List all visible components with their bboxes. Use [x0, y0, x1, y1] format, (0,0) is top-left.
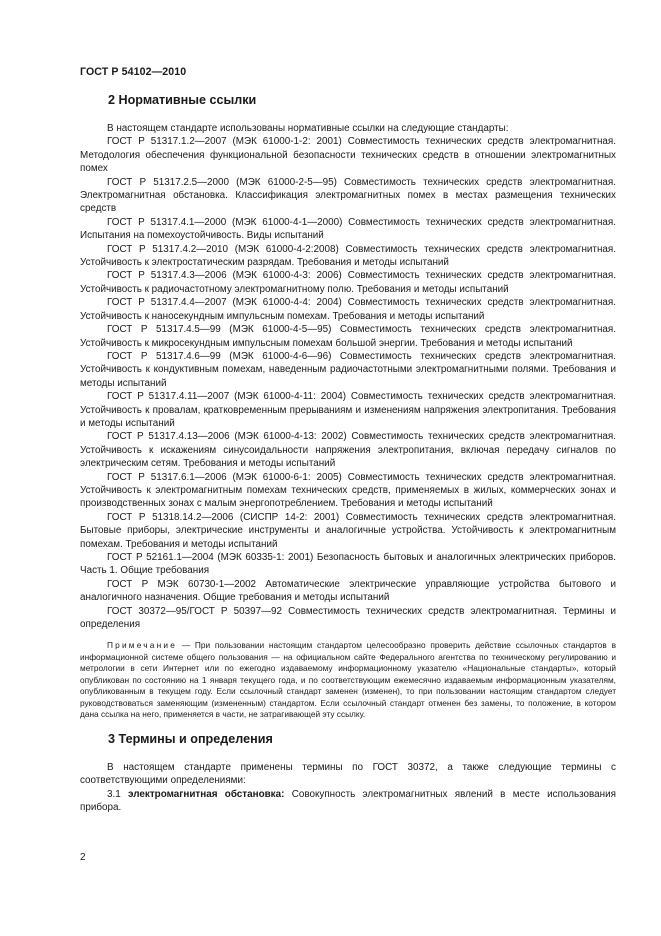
reference-item: ГОСТ Р 51317.2.5—2000 (МЭК 61000-2-5—95) Совместимость технических средств электромагнитная. Электромагнитная обстановка. Классификация электромагнитных помех в местах размещения технических средств [80, 176, 616, 215]
reference-item: ГОСТ Р 51317.6.1—2006 (МЭК 61000-6-1: 2005) Совместимость технических средств электромагнитная. Устойчивость к электромагнитным помехам технических средств, применяемых в жилых, коммерческих зонах и производственных зонах с малым энергопотреблением. Требования и методы испытаний [80, 471, 616, 510]
section-3-intro: В настоящем стандарте применены термины по ГОСТ 30372, а также следующие термины с соответствующими определениями: [80, 762, 616, 787]
section-2-heading: 2 Нормативные ссылки [108, 93, 257, 107]
reference-item: ГОСТ Р МЭК 60730-1—2002 Автоматические электрические управляющие устройства бытового и аналогичного назначения. Общие требования и методы испытаний [80, 578, 616, 604]
reference-item: ГОСТ 30372—95/ГОСТ Р 50397—92 Совместимость технических средств электромагнитная. Термины и определения [80, 605, 616, 631]
reference-item: ГОСТ Р 51317.4.3—2006 (МЭК 61000-4-3: 2006) Совместимость технических средств электромагнитная. Устойчивость к радиочастотному электромагнитному полю. Требования и методы испытаний [80, 270, 616, 295]
note-text: — При пользовании настоящим стандартом целесообразно проверить действие ссылочных стандартов в информационной системе общего пользования — на официальном сайте Федерального агентства по техническому регулированию и метрологии в сети Интернет или по ежегодно издаваемому информационному указателю «Национальные стандарты», который опубликован по состоянию на 1 января текущего года, и по соответствующим ежемесячно издаваемым информационным указателям, опубликованным в текущем году. Если ссылочный стандарт заменен (изменен), то при пользовании настоящим стандартом следует руководствоваться заменяющим (измененным) стандартом. Если ссылочный стандарт отменен без замены, то положение, в котором дана ссылка на него, применяется в части, не затрагивающей эту ссылку. [80, 640, 616, 720]
reference-item: ГОСТ Р 51317.4.5—99 (МЭК 61000-4-5—95) Совместимость технических средств электромагнитная. Устойчивость к микросекундным импульсным помехам большой энергии. Требования и методы испытаний [80, 324, 616, 349]
reference-item: ГОСТ Р 51317.4.1—2000 (МЭК 61000-4-1—2000) Совместимость технических средств электромагнитная. Испытания на помехоустойчивость. Виды испытаний [80, 216, 616, 242]
reference-item: ГОСТ Р 51317.4.2—2010 (МЭК 61000-4-2:2008) Совместимость технических средств электромагнитная. Устойчивость к электростатическим разрядам. Требования и методы испытаний [80, 243, 616, 269]
reference-item: ГОСТ Р 51318.14.2—2006 (СИСПР 14-2: 2001) Совместимость технических средств электромагнитная. Бытовые приборы, электрические инструменты и аналогичные устройства. Устойчивость к электромагнитным помехам. Требования и методы испытаний [80, 511, 616, 550]
section-2-intro: В настоящем стандарте использованы нормативные ссылки на следующие стандарты: [107, 123, 509, 134]
definition-text: Совокупность электромагнитных явлений в месте использования прибора. [80, 788, 616, 814]
reference-item: ГОСТ Р 51317.4.13—2006 (МЭК 61000-4-13: 2002) Совместимость технических средств электромагнитная. Устойчивость к искажениям синусоидальности напряжения электропитания, включая передачу сигналов по электрическим сетям. Требования и методы испытаний [80, 431, 616, 470]
note-paragraph [80, 640, 616, 721]
reference-item: ГОСТ Р 51317.1.2—2007 (МЭК 61000-1-2: 2001) Совместимость технических средств электромагнитная. Методология обеспечения функциональной безопасности технических средств в отношении электромагнитных помех [80, 136, 616, 175]
definition-number: 3.1 [107, 788, 129, 800]
document-header: ГОСТ Р 54102—2010 [80, 66, 187, 78]
section-2-body [80, 122, 616, 721]
page-number: 2 [80, 852, 86, 863]
definition-3-1 [80, 788, 616, 815]
section-3-heading: 3 Термины и определения [108, 732, 273, 746]
reference-item: ГОСТ Р 51317.4.6—99 (МЭК 61000-4-6—96) Совместимость технических средств электромагнитная. Устойчивость к кондуктивным помехам, наведенным радиочастотными электромагнитными полями. Требования и методы испытаний [80, 350, 616, 389]
reference-item: ГОСТ Р 52161.1—2004 (МЭК 60335-1: 2001) Безопасность бытовых и аналогичных электрических приборов. Часть 1. Общие требования [80, 552, 616, 577]
section-3-body [80, 761, 616, 815]
note-label: Примечание [107, 640, 178, 651]
definition-term: электромагнитная обстановка: [128, 788, 285, 800]
reference-item: ГОСТ Р 51317.4.4—2007 (МЭК 61000-4-4: 2004) Совместимость технических средств электромагнитная. Устойчивость к наносекундным импульсным помехам. Требования и методы испытаний [80, 297, 616, 322]
reference-item: ГОСТ Р 51317.4.11—2007 (МЭК 61000-4-11: 2004) Совместимость технических средств электромагнитная. Устойчивость к провалам, кратковременным прерываниям и изменениям напряжения электропитания. Требования и методы испытаний [80, 391, 616, 429]
